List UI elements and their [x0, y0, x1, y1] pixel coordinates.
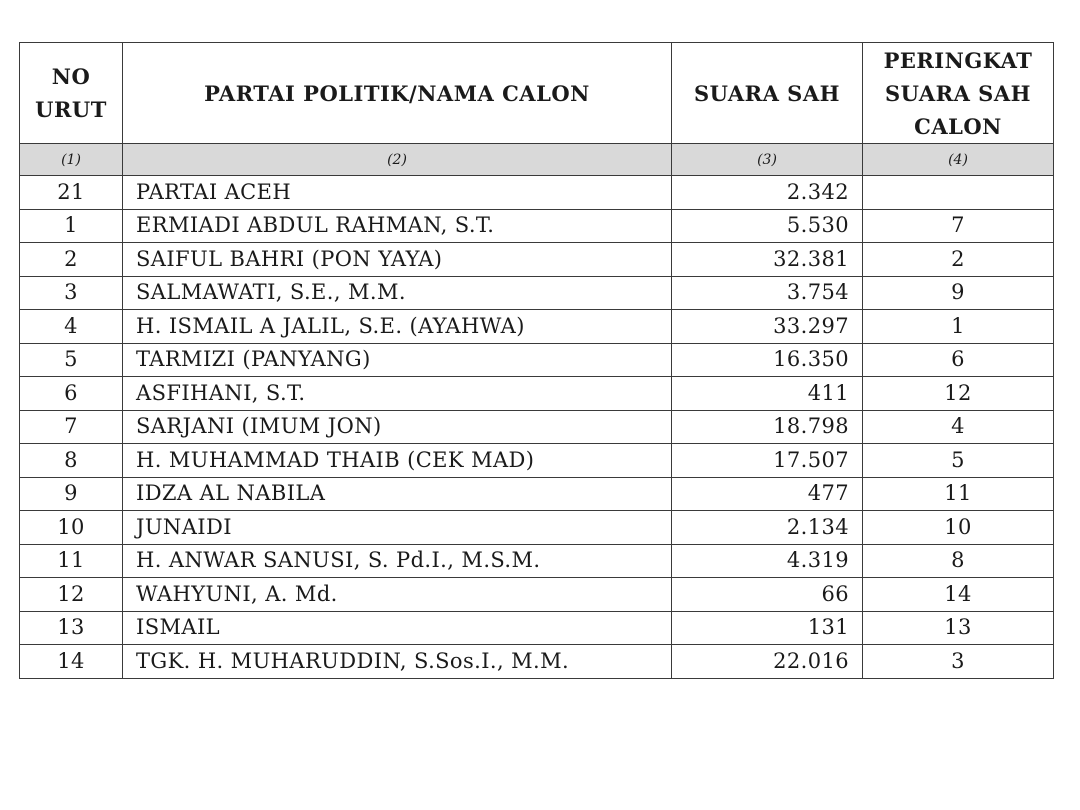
table-row	[20, 276, 1054, 310]
header-valid-votes: SUARA SAH	[672, 43, 863, 144]
candidate-name-cell: TARMIZI (PANYANG)	[123, 343, 672, 377]
candidate-name-cell: SARJANI (IMUM JON)	[123, 410, 672, 444]
valid-votes-cell: 3.754	[672, 276, 863, 310]
candidate-name-cell: H. ISMAIL A JALIL, S.E. (AYAHWA)	[123, 310, 672, 344]
table-row	[20, 343, 1054, 377]
no-urut-cell: 14	[20, 645, 123, 679]
table-row	[20, 377, 1054, 411]
candidate-name-cell: TGK. H. MUHARUDDIN, S.Sos.I., M.M.	[123, 645, 672, 679]
header-rank-line-1: PERINGKAT	[883, 47, 1033, 73]
rank-cell: 4	[863, 410, 1054, 444]
valid-votes-cell: 17.507	[672, 444, 863, 478]
no-urut-cell: 10	[20, 511, 123, 545]
no-urut-cell: 4	[20, 310, 123, 344]
table-row	[20, 310, 1054, 344]
rank-cell: 2	[863, 243, 1054, 277]
valid-votes-cell: 2.342	[672, 176, 863, 210]
table-row	[20, 578, 1054, 612]
no-urut-cell: 1	[20, 209, 123, 243]
table-row	[20, 243, 1054, 277]
rank-cell: 3	[863, 645, 1054, 679]
table-row	[20, 176, 1054, 210]
rank-cell: 11	[863, 477, 1054, 511]
table-row	[20, 477, 1054, 511]
valid-votes-cell: 4.319	[672, 544, 863, 578]
candidate-name-cell: ERMIADI ABDUL RAHMAN, S.T.	[123, 209, 672, 243]
valid-votes-cell: 33.297	[672, 310, 863, 344]
no-urut-cell: 3	[20, 276, 123, 310]
candidate-name-cell: JUNAIDI	[123, 511, 672, 545]
no-urut-cell: 9	[20, 477, 123, 511]
no-urut-cell: 5	[20, 343, 123, 377]
rank-cell: 7	[863, 209, 1054, 243]
table-body	[20, 176, 1054, 679]
table-row	[20, 511, 1054, 545]
table-row	[20, 645, 1054, 679]
valid-votes-cell: 18.798	[672, 410, 863, 444]
valid-votes-cell: 411	[672, 377, 863, 411]
table-row	[20, 444, 1054, 478]
candidate-name-cell: SALMAWATI, S.E., M.M.	[123, 276, 672, 310]
valid-votes-cell: 16.350	[672, 343, 863, 377]
column-number-2: (2)	[123, 144, 672, 176]
valid-votes-cell: 32.381	[672, 243, 863, 277]
column-number-3: (3)	[672, 144, 863, 176]
header-rank-line-2: SUARA SAH	[885, 80, 1031, 106]
no-urut-cell: 7	[20, 410, 123, 444]
rank-cell: 10	[863, 511, 1054, 545]
no-urut-cell: 12	[20, 578, 123, 612]
no-urut-cell: 2	[20, 243, 123, 277]
table-row	[20, 544, 1054, 578]
rank-cell: 1	[863, 310, 1054, 344]
no-urut-cell: 6	[20, 377, 123, 411]
valid-votes-cell: 477	[672, 477, 863, 511]
column-number-1: (1)	[20, 144, 123, 176]
rank-cell: 13	[863, 611, 1054, 645]
candidate-name-cell: WAHYUNI, A. Md.	[123, 578, 672, 612]
rank-cell: 5	[863, 444, 1054, 478]
candidate-name-cell: ISMAIL	[123, 611, 672, 645]
valid-votes-cell: 22.016	[672, 645, 863, 679]
header-no-urut-line-1: NO	[51, 64, 91, 89]
no-urut-cell: 8	[20, 444, 123, 478]
table-row	[20, 410, 1054, 444]
valid-votes-cell: 66	[672, 578, 863, 612]
rank-cell	[863, 176, 1054, 210]
no-urut-cell: 11	[20, 544, 123, 578]
header-rank	[863, 43, 1054, 144]
rank-cell: 9	[863, 276, 1054, 310]
valid-votes-cell: 5.530	[672, 209, 863, 243]
candidate-name-cell: H. ANWAR SANUSI, S. Pd.I., M.S.M.	[123, 544, 672, 578]
column-number-4: (4)	[863, 144, 1054, 176]
rank-cell: 14	[863, 578, 1054, 612]
candidate-name-cell: ASFIHANI, S.T.	[123, 377, 672, 411]
candidate-name-cell: SAIFUL BAHRI (PON YAYA)	[123, 243, 672, 277]
header-row	[20, 43, 1054, 144]
valid-votes-cell: 131	[672, 611, 863, 645]
rank-cell: 6	[863, 343, 1054, 377]
table-row	[20, 209, 1054, 243]
table-row	[20, 611, 1054, 645]
candidate-name-cell: H. MUHAMMAD THAIB (CEK MAD)	[123, 444, 672, 478]
no-urut-cell: 13	[20, 611, 123, 645]
header-no-urut-line-2: URUT	[35, 97, 107, 122]
no-urut-cell: 21	[20, 176, 123, 210]
header-no-urut	[20, 43, 123, 144]
valid-votes-cell: 2.134	[672, 511, 863, 545]
vote-results-table	[19, 42, 1054, 679]
header-rank-line-3: CALON	[914, 113, 1002, 139]
candidate-name-cell: IDZA AL NABILA	[123, 477, 672, 511]
header-party-candidate: PARTAI POLITIK/NAMA CALON	[123, 43, 672, 144]
column-number-row	[20, 144, 1054, 176]
rank-cell: 12	[863, 377, 1054, 411]
rank-cell: 8	[863, 544, 1054, 578]
candidate-name-cell: PARTAI ACEH	[123, 176, 672, 210]
